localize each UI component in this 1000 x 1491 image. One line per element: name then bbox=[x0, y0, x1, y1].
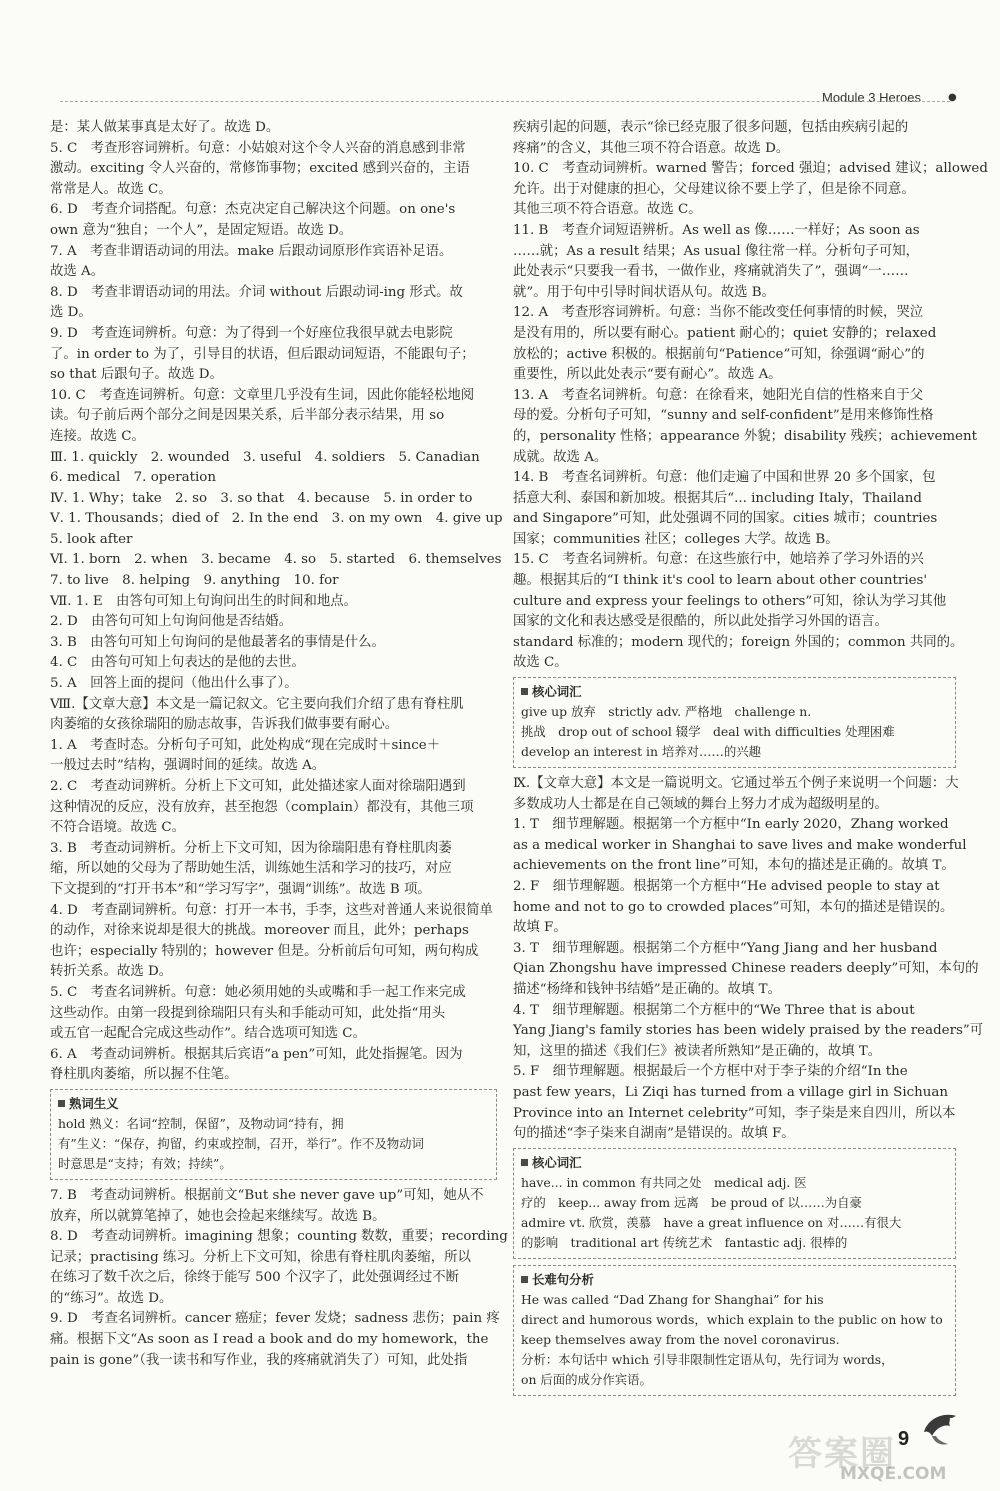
text-line: 国家；communities 社区；colleges 大学。故选 B。 bbox=[513, 531, 839, 547]
text-line: 的影响 traditional art 传统艺术 fantastic adj. 很棒的 bbox=[521, 1234, 848, 1250]
text-line: 知，这里的描述《我们仨》被读者所熟知”是正确的，故填 T。 bbox=[513, 1043, 882, 1059]
text-line: Ⅲ. 1. quickly 2. wounded 3. useful 4. soldiers 5. Canadian bbox=[50, 449, 480, 465]
text-line: 或五官一起配合完成这些动作”。结合选项可知选 C。 bbox=[50, 1026, 366, 1042]
text-line: on 后面的成分作宾语。 bbox=[521, 1371, 652, 1387]
text-line: own 意为“独自；一个人”，是固定短语。故选 D。 bbox=[50, 222, 353, 238]
text-line: 重要性，所以此处表示“要有耐心”。故选 A。 bbox=[513, 367, 782, 383]
text-line: 的，personality 性格；appearance 外貌；disability 残疾；achievement bbox=[513, 428, 977, 444]
text-line: 脊柱肌肉萎缩，所以握不住笔。 bbox=[50, 1067, 238, 1083]
text-line: 记录；practising 练习。分析上下文可知，徐患有脊柱肌肉萎缩，所以 bbox=[50, 1249, 471, 1265]
text-line: hold 熟义：名词“控制，保留”，及物动词“持有，拥 bbox=[58, 1115, 344, 1131]
text-line: have... in common 有共同之处 medical adj. 医 bbox=[521, 1174, 807, 1190]
box-lines bbox=[521, 1290, 948, 1390]
text-line: 6. A 考查动词辨析。根据其后宾语“a pen”可知，此处指握笔。因为 bbox=[50, 1046, 463, 1062]
text-line: Ⅶ. 1. E 由答句可知上句询问出生的时间和地点。 bbox=[50, 593, 358, 609]
text-line: 14. B 考查名词辨析。句意：他们走遍了中国和世界 20 多个国家，包 bbox=[513, 470, 936, 486]
text-line: 6. medical 7. operation bbox=[50, 470, 216, 486]
text-line: Qian Zhongshu have impressed Chinese readers deeply”可知，本句的 bbox=[513, 961, 979, 977]
text-line: 是没有用的，所以要有耐心。patient 耐心的；quiet 安静的；relaxed bbox=[513, 325, 937, 341]
text-line: 了。in order to 为了，引导目的状语，但后跟动词短语，不能跟句子； bbox=[50, 346, 475, 362]
text-line: 5. C 考查形容词辨析。句意：小姑娘对这个令人兴奋的消息感到非常 bbox=[50, 140, 466, 156]
header-bullet-icon: ● bbox=[948, 92, 957, 103]
text-line: 其他三项不符合语意。故选 C。 bbox=[513, 202, 702, 218]
text-line: 疾病引起的问题，表示“徐已经克服了很多问题，包括由疾病引起的 bbox=[513, 120, 909, 135]
text-line: 疗的 keep... away from 远离 be proud of 以……为自豪 bbox=[521, 1194, 862, 1210]
text-line: pain is gone”（我一读书和写作业，我的疼痛就消失了）可知，此处指 bbox=[50, 1352, 468, 1368]
text-line: 读。句子前后两个部分之间是因果关系，后半部分表示结果，用 so bbox=[50, 408, 445, 424]
text-line: 11. B 考查介词短语辨析。As well as 像……一样好；As soon as bbox=[513, 222, 920, 238]
left-answers-part2 bbox=[50, 1186, 508, 1371]
text-line: past few years，Li Ziqi has turned from a village girl in Sichuan bbox=[513, 1084, 948, 1100]
text-line: 10. C 考查连词辨析。句意：文章里几乎没有生词，因此你能轻松地阅 bbox=[50, 387, 475, 403]
text-line: 5. A 回答上面的提问（他出什么事了）。 bbox=[50, 676, 298, 692]
text-line: 1. A 考查时态。分析句子可知，此处构成“现在完成时＋since＋ bbox=[50, 737, 441, 753]
header-divider bbox=[60, 101, 950, 102]
text-line: 不符合语境。故选 C。 bbox=[50, 820, 186, 836]
text-line: 有”生义：“保存，拘留，约束或控制，召开，举行”。作不及物动词 bbox=[58, 1135, 424, 1151]
text-line: develop an interest in 培养对……的兴趣 bbox=[521, 744, 761, 760]
text-line: 3. T 细节理解题。根据第二个方框中“Yang Jiang and her husband bbox=[513, 940, 938, 956]
text-line: 疼痛”的含义，其他三项不符合语意。故选 D。 bbox=[513, 140, 790, 156]
text-line: 痛。根据下文“As soon as I read a book and do my homework，the bbox=[50, 1332, 489, 1348]
text-line: standard 标准的；modern 现代的；foreign 外国的；common 共同的。 bbox=[513, 634, 964, 650]
text-line: 8. D 考查非谓语动词的用法。介词 without 后跟动词-ing 形式。故 bbox=[50, 284, 463, 300]
box-title: 熟词生义 bbox=[58, 1096, 119, 1111]
text-line: 5. C 考查名词辨析。句意：她必须用她的头或嘴和手一起工作来完成 bbox=[50, 984, 466, 1000]
text-line: 分析：本句话中 which 引导非限制性定语从句，先行词为 words， bbox=[521, 1351, 894, 1367]
box-lines bbox=[521, 1173, 948, 1253]
text-line: 3. B 考查动词辨析。分析上下文可知，因为徐瑞阳患有脊柱肌肉萎 bbox=[50, 840, 452, 856]
text-line: 成就。故选 A。 bbox=[513, 449, 608, 465]
text-line: admire vt. 欣赏，羡慕 have a great influence on 对……有很大 bbox=[521, 1214, 902, 1230]
text-line: 母的爱。分析句子可知，“sunny and self-confident”是用来修饰性格 bbox=[513, 408, 934, 424]
text-line: Ⅴ. 1. Thousands；died of 2. In the end 3. on my own 4. give up bbox=[50, 511, 503, 527]
text-line: 常常是人。故选 C。 bbox=[50, 181, 172, 197]
text-line: ……就；As a result 结果；As usual 像往常一样。分析句子可知， bbox=[513, 243, 920, 259]
text-line: 5. F 细节理解题。根据最后一个方框中对于李子柒的介绍“In the bbox=[513, 1064, 908, 1080]
text-line: Yang Jiang's family stories has been widely praised by the readers”可 bbox=[513, 1023, 984, 1039]
text-line: 括意大利、泰国和新加坡。根据其后“... including Italy，Thailand bbox=[513, 490, 922, 506]
text-line: He was called “Dad Zhang for Shanghai” for his bbox=[521, 1291, 824, 1307]
text-line: 是：某人做某事真是太好了。故选 D。 bbox=[50, 120, 280, 135]
text-line: 此处表示“只要我一看书，一做作业，疼痛就消失了”，强调“一…… bbox=[513, 264, 909, 280]
text-line: so that 后跟句子。故选 D。 bbox=[50, 367, 223, 383]
text-line: 15. C 考查名词辨析。句意：在这些旅行中，她培养了学习外语的兴 bbox=[513, 552, 924, 568]
text-line: 8. D 考查动词辨析。imagining 想象；counting 数数，重要；recording bbox=[50, 1229, 508, 1245]
text-line: 2. D 由答句可知上句询问他是否结婚。 bbox=[50, 614, 293, 630]
text-line: 7. A 考查非谓语动词的用法。make 后跟动词原形作宾语补足语。 bbox=[50, 243, 453, 259]
watermark-logo: 答案圈 bbox=[788, 1434, 896, 1474]
text-line: 多数成功人士都是在自己领域的舞台上努力才成为超级明星的。 bbox=[513, 796, 888, 812]
text-line: 13. A 考查名词辨析。句意：在徐看来，她阳光自信的性格来自于父 bbox=[513, 387, 924, 403]
text-line: 就”。用于句中引导时间状语从句。故选 B。 bbox=[513, 284, 775, 300]
left-answers-part1 bbox=[50, 118, 503, 1086]
box-lines bbox=[58, 1114, 489, 1174]
page-number: 9 bbox=[898, 1428, 910, 1450]
left-column bbox=[50, 118, 508, 1371]
text-line: 放松的；active 积极的。根据前句“Patience”可知，徐强调“耐心”的 bbox=[513, 346, 925, 362]
text-line: 这种情况的反应，没有放弃，甚至抱怨（complain）都没有，其他三项 bbox=[50, 799, 474, 815]
text-line: Ⅷ.【文章大意】本文是一篇记叙文。它主要向我们介绍了患有脊柱肌 bbox=[50, 696, 464, 712]
text-line: 故填 F。 bbox=[513, 920, 567, 936]
text-line: 5. look after bbox=[50, 531, 133, 547]
text-line: 4. D 考查副词辨析。句意：打开一本书，手李，这些对普通人来说很简单 bbox=[50, 902, 493, 918]
text-line: 时意思是“支持；有效；持续”。 bbox=[58, 1155, 232, 1171]
text-line: Ⅳ. 1. Why；take 2. so 3. so that 4. because 5. in order to bbox=[50, 490, 473, 506]
text-line: 允许。出于对健康的担心，父母建议徐不要上学了，但是徐不同意。 bbox=[513, 181, 915, 197]
text-line: Province into an Internet celebrity”可知，李子柒是来自四川，所以本 bbox=[513, 1105, 956, 1121]
text-line: 连接。故选 C。 bbox=[50, 428, 145, 444]
text-line: culture and express your feelings to others”可知，徐认为学习其他 bbox=[513, 593, 947, 609]
text-line: 国家的文化和表达感受是很酷的，所以此处指学习外国的语言。 bbox=[513, 614, 888, 630]
text-line: 2. F 细节理解题。根据第一个方框中“He advised people to stay at bbox=[513, 879, 940, 894]
text-line: 这些动作。由第一段提到徐瑞阳只有头和手能动可知，此处指“用头 bbox=[50, 1005, 446, 1021]
text-line: 缩，所以她的父母为了帮助她生活，训练她生活和学习的技巧，对应 bbox=[50, 861, 452, 877]
text-line: 一般过去时”结构，强调时间的延续。故选 A。 bbox=[50, 758, 326, 774]
text-line: 的动作，对徐来说却是很大的挑战。moreover 而且，此外；perhaps bbox=[50, 923, 469, 939]
text-line: 7. to live 8. helping 9. anything 10. for bbox=[50, 573, 339, 589]
box-title: 核心词汇 bbox=[521, 684, 582, 699]
text-line: direct and humorous words，which explain to the public on how to bbox=[521, 1311, 943, 1327]
text-line: 选 D。 bbox=[50, 305, 92, 321]
text-line: 趣。根据其后的“I think it's cool to learn about other countries' bbox=[513, 573, 928, 589]
text-line: 肉萎缩的女孩徐瑞阳的励志故事，告诉我们做事要有耐心。 bbox=[50, 717, 399, 733]
text-line: 9. D 考查连词辨析。句意：为了得到一个好座位我很早就去电影院 bbox=[50, 325, 453, 341]
text-line: 描述“杨绛和钱钟书结婚”是正确的。故填 T。 bbox=[513, 981, 781, 997]
box-lines bbox=[521, 702, 948, 762]
text-line: 在练习了数千次之后，徐终于能写 500 个汉字了，此处强调经过不断 bbox=[50, 1270, 460, 1286]
right-answers-part1 bbox=[513, 118, 988, 674]
text-line: Ⅸ.【文章大意】本文是一篇说明文。它通过举五个例子来说明一个问题：大 bbox=[513, 776, 959, 792]
text-line: 句的描述“李子柒来自湖南”是错误的。故填 F。 bbox=[513, 1126, 795, 1142]
vocab-box-core-2 bbox=[513, 1148, 956, 1259]
text-line: Ⅵ. 1. born 2. when 3. became 4. so 5. started 6. themselves bbox=[50, 552, 502, 568]
text-line: 故选 C。 bbox=[513, 655, 568, 671]
text-line: 10. C 考查动词辨析。warned 警告；forced 强迫；advised 建议；allowed bbox=[513, 161, 988, 177]
dolphin-logo-icon bbox=[918, 1402, 966, 1450]
text-line: give up 放弃 strictly adv. 严格地 challenge n. bbox=[521, 704, 812, 720]
text-line: and Singapore”可知，此处强调不同的国家。cities 城市；countries bbox=[513, 511, 938, 527]
text-line: achievements on the front line”可知，本句的描述是正确的。故填 T。 bbox=[513, 858, 955, 874]
text-line: 挑战 drop out of school 辍学 deal with difficulties 处理困难 bbox=[521, 724, 895, 740]
text-line: 放弃，所以就算笔掉了，她也会捡起来继续写。故选 B。 bbox=[50, 1208, 386, 1224]
text-line: 6. D 考查介词搭配。句意：杰克决定自己解决这个问题。on one's bbox=[50, 202, 456, 218]
right-answers-part2 bbox=[513, 774, 984, 1145]
text-line: 的“练习”。故选 D。 bbox=[50, 1290, 173, 1306]
text-line: 3. B 由答句可知上句询问的是他最著名的事情是什么。 bbox=[50, 634, 385, 650]
text-line: 转折关系。故选 D。 bbox=[50, 964, 173, 980]
text-line: 7. B 考查动词辨析。根据前文“But she never gave up”可知，她从不 bbox=[50, 1187, 484, 1203]
text-line: keep themselves away from the novel coronavirus. bbox=[521, 1331, 840, 1347]
text-line: 9. D 考查名词辨析。cancer 癌症；fever 发烧；sadness 悲伤；pain 疼 bbox=[50, 1311, 500, 1327]
box-title: 核心词汇 bbox=[521, 1155, 582, 1170]
box-title: 长难句分析 bbox=[521, 1272, 594, 1287]
text-line: 12. A 考查形容词辨析。句意：当你不能改变任何事情的时候，哭泣 bbox=[513, 305, 924, 321]
text-line: 也许；especially 特别的；however 但是。分析前后句可知，两句构成 bbox=[50, 943, 479, 959]
long-sentence-analysis-box bbox=[513, 1265, 956, 1396]
text-line: as a medical worker in Shanghai to save lives and make wonderful bbox=[513, 837, 967, 853]
text-line: 4. C 由答句可知上句表达的是他的去世。 bbox=[50, 655, 305, 671]
text-line: 下文提到的“打开书本”和“学习写字”，强调“训练”。故选 B 项。 bbox=[50, 881, 431, 897]
text-line: home and not to go to crowded places”可知，本句的描述是错误的。 bbox=[513, 899, 954, 915]
text-line: 故选 A。 bbox=[50, 264, 105, 280]
text-line: 4. T 细节理解题。根据第二个方框中的“We Three that is about bbox=[513, 1002, 915, 1018]
watermark-url: MXQE.COM bbox=[840, 1464, 947, 1484]
running-header: Module 3 Heroes bbox=[822, 90, 921, 105]
text-line: 1. T 细节理解题。根据第一个方框中“In early 2020，Zhang worked bbox=[513, 817, 949, 833]
text-line: 激动。exciting 令人兴奋的，常修饰事物；excited 感到兴奋的，主语 bbox=[50, 161, 470, 177]
vocab-box-multiple-meanings bbox=[50, 1089, 497, 1180]
vocab-box-core-1 bbox=[513, 677, 956, 768]
right-column bbox=[513, 118, 988, 1402]
text-line: 2. C 考查动词辨析。分析上下文可知，此处描述家人面对徐瑞阳遇到 bbox=[50, 779, 466, 794]
